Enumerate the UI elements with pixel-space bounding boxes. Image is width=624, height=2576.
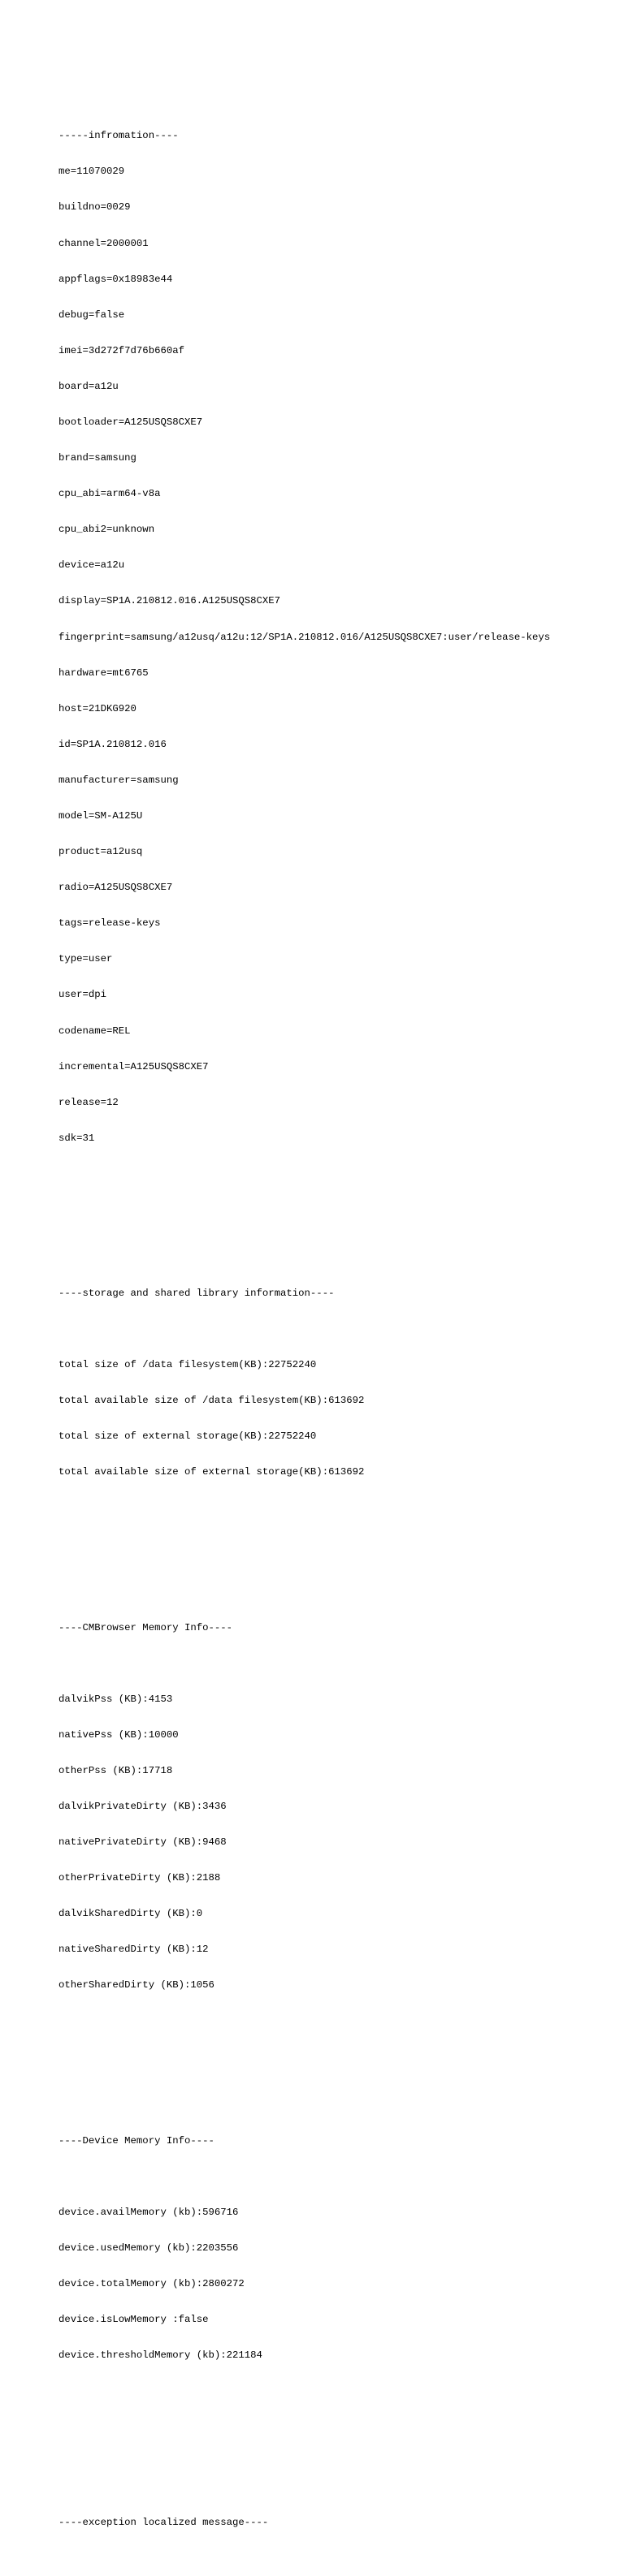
info-line-hardware: hardware=mt6765 bbox=[58, 667, 149, 679]
info-line-device: device=a12u bbox=[58, 559, 125, 572]
memory-line-other-pss: otherPss (KB):17718 bbox=[58, 1764, 173, 1776]
storage-line-external-available: total available size of external storage(KB):613692 bbox=[58, 1466, 365, 1478]
info-line-channel: channel=2000001 bbox=[58, 237, 149, 249]
blank-line bbox=[58, 1204, 611, 1216]
memory-line-native-pss: nativePss (KB):10000 bbox=[58, 1728, 179, 1741]
storage-line-external-total: total size of external storage(KB):22752240 bbox=[58, 1430, 317, 1443]
device-info-section bbox=[58, 106, 611, 1168]
info-line-tags: tags=release-keys bbox=[58, 917, 161, 930]
info-line-product: product=a12usq bbox=[58, 846, 143, 858]
device-memory-line-avail: device.availMemory (kb):596716 bbox=[58, 2206, 239, 2218]
memory-line-other-shared-dirty: otherSharedDirty (KB):1056 bbox=[58, 1979, 214, 1991]
info-line-cpu-abi2: cpu_abi2=unknown bbox=[58, 524, 155, 536]
browser-memory-section bbox=[58, 1598, 611, 2015]
device-memory-line-total: device.totalMemory (kb):2800272 bbox=[58, 2277, 245, 2289]
section-header-information: -----infromation---- bbox=[58, 130, 179, 142]
info-line-id: id=SP1A.210812.016 bbox=[58, 738, 167, 750]
device-memory-line-is-low: device.isLowMemory :false bbox=[58, 2314, 209, 2326]
info-line-type: type=user bbox=[58, 953, 113, 965]
device-memory-line-threshold: device.thresholdMemory (kb):221184 bbox=[58, 2349, 262, 2362]
blank-lines bbox=[58, 2421, 611, 2444]
info-line-debug: debug=false bbox=[58, 309, 125, 321]
info-line-codename: codename=REL bbox=[58, 1025, 131, 1037]
info-line-board: board=a12u bbox=[58, 380, 119, 392]
info-line-host: host=21DKG920 bbox=[58, 702, 136, 714]
info-line-buildno: buildno=0029 bbox=[58, 201, 131, 214]
info-line-radio: radio=A125USQS8CXE7 bbox=[58, 882, 173, 894]
info-line-appflags: appflags=0x18983e44 bbox=[58, 273, 173, 285]
section-header-device-memory: ----Device Memory Info---- bbox=[58, 2134, 214, 2147]
blank-line bbox=[58, 1538, 611, 1551]
storage-section bbox=[58, 1264, 611, 1503]
info-line-incremental: incremental=A125USQS8CXE7 bbox=[58, 1060, 209, 1072]
section-header-browser-memory: ----CMBrowser Memory Info---- bbox=[58, 1621, 233, 1633]
blank-line bbox=[58, 1323, 611, 1335]
info-line-me: me=11070029 bbox=[58, 166, 125, 178]
info-line-model: model=SM-A125U bbox=[58, 810, 143, 822]
memory-line-dalvik-shared-dirty: dalvikSharedDirty (KB):0 bbox=[58, 1908, 203, 1920]
storage-line-data-available: total available size of /data filesystem(KB):613692 bbox=[58, 1395, 365, 1407]
memory-line-other-private-dirty: otherPrivateDirty (KB):2188 bbox=[58, 1872, 221, 1884]
info-line-cpu-abi: cpu_abi=arm64-v8a bbox=[58, 488, 161, 500]
info-line-fingerprint: fingerprint=samsung/a12usq/a12u:12/SP1A.210812.016/A125USQS8CXE7:user/release-keys bbox=[58, 631, 551, 643]
info-line-sdk: sdk=31 bbox=[58, 1132, 95, 1144]
memory-line-dalvik-private-dirty: dalvikPrivateDirty (KB):3436 bbox=[58, 1801, 227, 1812]
info-line-bootloader: bootloader=A125USQS8CXE7 bbox=[58, 416, 203, 428]
info-line-display: display=SP1A.210812.016.A125USQS8CXE7 bbox=[58, 595, 281, 607]
section-header-storage: ----storage and shared library information---- bbox=[58, 1287, 335, 1299]
info-line-brand: brand=samsung bbox=[58, 452, 136, 464]
device-memory-section bbox=[58, 2111, 611, 2385]
memory-line-dalvik-pss: dalvikPss (KB):4153 bbox=[58, 1693, 173, 1705]
device-memory-line-used: device.usedMemory (kb):2203556 bbox=[58, 2242, 239, 2254]
blank-line bbox=[58, 2052, 611, 2064]
memory-line-native-shared-dirty: nativeSharedDirty (KB):12 bbox=[58, 1944, 209, 1956]
section-header-exception: ----exception localized message---- bbox=[58, 2516, 269, 2528]
blank-line bbox=[58, 1658, 611, 1670]
info-line-user: user=dpi bbox=[58, 989, 107, 1001]
memory-line-native-private-dirty: nativePrivateDirty (KB):9468 bbox=[58, 1836, 227, 1849]
log-document bbox=[58, 58, 611, 2576]
info-line-release: release=12 bbox=[58, 1096, 119, 1108]
blank-line bbox=[58, 2171, 611, 2183]
exception-section bbox=[58, 2493, 611, 2553]
info-line-manufacturer: manufacturer=samsung bbox=[58, 774, 179, 786]
info-line-imei: imei=3d272f7d76b660af bbox=[58, 344, 184, 356]
storage-line-data-total: total size of /data filesystem(KB):22752240 bbox=[58, 1359, 317, 1371]
